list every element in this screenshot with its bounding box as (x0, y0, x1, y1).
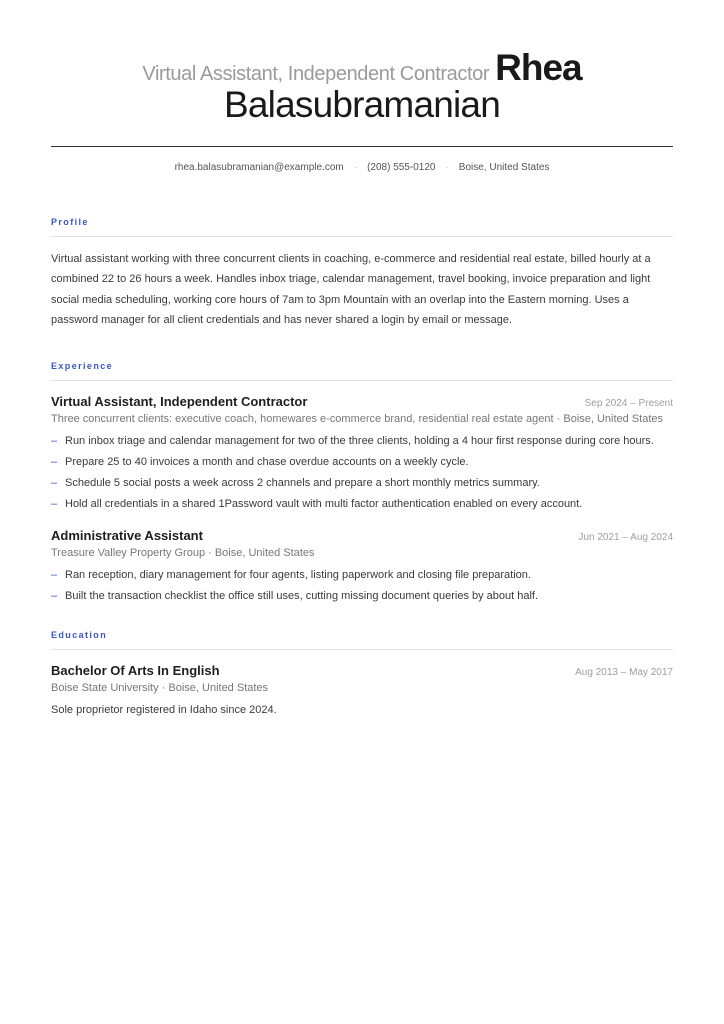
experience-entry (51, 528, 673, 606)
contact-separator: · (353, 161, 358, 173)
education-note: Sole proprietor registered in Idaho since 2024. (51, 703, 277, 716)
bullet-item (51, 474, 673, 493)
section-title-experience: Experience (51, 360, 114, 371)
section-divider (51, 380, 673, 381)
education-dates: Aug 2013 – May 2017 (575, 666, 673, 678)
bullet-text: Ran reception, diary management for four agents, listing paperwork and closing file preparation. (65, 568, 531, 581)
section-title-education: Education (51, 629, 108, 640)
contact-separator: · (445, 161, 449, 173)
bullet-item (51, 453, 673, 472)
dash-icon: – (51, 568, 58, 581)
header-divider (51, 146, 673, 147)
bullet-text: Run inbox triage and calendar management for two of the three clients, holding a 4 hour first response during core hours. (65, 434, 654, 447)
entry-dates: Sep 2024 – Present (584, 397, 673, 409)
education-section (51, 630, 673, 720)
bullet-text: Built the transaction checklist the office still uses, cutting missing document queries by about half. (65, 589, 539, 602)
bullet-text: Hold all credentials in a shared 1Password vault with multi factor authentication enabled on every account. (65, 497, 583, 510)
bullet-text: Schedule 5 social posts a week across 2 channels and prepare a short monthly metrics summary. (65, 476, 540, 489)
entry-header (51, 528, 673, 543)
bullet-item (51, 495, 673, 514)
resume-header (51, 0, 673, 173)
bullet-list (51, 566, 673, 606)
entry-dates: Jun 2021 – Aug 2024 (578, 531, 673, 543)
entry-subtitle: Three concurrent clients: executive coach, homewares e-commerce brand, residential real estate agent · Boise, United States (51, 412, 664, 425)
entry-header (51, 394, 673, 409)
education-school: Boise State University · Boise, United States (51, 681, 269, 694)
contact-phone[interactable]: (208) 555-0120 (367, 161, 436, 173)
profile-section (51, 217, 673, 331)
dash-icon: – (51, 589, 58, 602)
last-name: Balasubramanian (224, 83, 500, 125)
profile-text: Virtual assistant working with three concurrent clients in coaching, e-commerce and residential real estate, billed hourly at a combined 22 to 26 hours a week. Handles inbox triage, calendar management, travel booking, invoice preparation and light social media scheduling, working core hours of 7am to 3pm Mountain with an overlap into the Eastern morning. Uses a password manager for all client credentials and has never shared a login by email or message. (51, 252, 651, 327)
bullet-list (51, 432, 673, 514)
dash-icon: – (51, 476, 58, 489)
dash-icon: – (51, 455, 58, 468)
education-degree: Bachelor Of Arts In English (51, 662, 220, 678)
dash-icon: – (51, 497, 58, 510)
entry-role: Administrative Assistant (51, 527, 203, 543)
education-entry (51, 663, 673, 720)
bullet-item (51, 432, 673, 451)
bullet-text: Prepare 25 to 40 invoices a month and chase overdue accounts on a weekly cycle. (65, 455, 469, 468)
section-divider (51, 236, 673, 237)
first-name: Rhea (495, 47, 582, 88)
section-divider (51, 649, 673, 650)
entry-role: Virtual Assistant, Independent Contractor (51, 393, 308, 409)
bullet-item (51, 587, 673, 606)
section-title-profile: Profile (51, 216, 89, 227)
experience-entry (51, 394, 673, 514)
name-block (82, 49, 642, 125)
job-tagline: Virtual Assistant, Independent Contractor (142, 63, 490, 85)
entry-header (51, 663, 673, 678)
entry-subtitle: Treasure Valley Property Group · Boise, United States (51, 546, 315, 559)
dash-icon: – (51, 434, 58, 447)
contact-line (51, 162, 673, 173)
contact-location: Boise, United States (458, 161, 550, 173)
experience-section (51, 361, 673, 606)
contact-email[interactable]: rhea.balasubramanian@example.com (174, 161, 344, 173)
bullet-item (51, 566, 673, 585)
